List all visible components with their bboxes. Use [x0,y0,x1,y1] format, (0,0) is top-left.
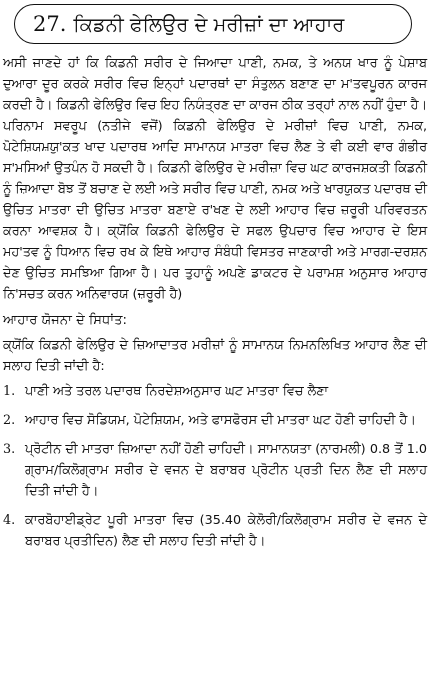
list-item-text: ਪਾਣੀ ਅਤੇ ਤਰਲ ਪਦਾਰਥ ਨਿਰਦੇਸ਼ਅਨੁਸਾਰ ਘਟ ਮਾਤਰਾ ਵਿਚ ਲੈਣਾ [25,384,329,399]
document-body [3,53,427,560]
list-item-number: 4. [3,513,16,528]
chapter-title [14,4,412,44]
chapter-title-text: ਕਿਡਨੀ ਫੇਲਿਉਰ ਦੇ ਮਰੀਜ਼ਾਂ ਦਾ ਆਹਾਰ [73,12,345,36]
list-item [3,410,427,431]
list-item-number: 3. [3,442,16,457]
list-item [3,439,427,502]
list-item-text: ਪ੍ਰੋਟੀਨ ਦੀ ਮਾਤਰਾ ਜ਼ਿਆਦਾ ਨਹੀਂ ਹੋਣੀ ਚਾਹਿਦੀ। ਸਾਮਾਨਯਤਾ (ਨਾਰਮਲੀ) 0.8 ਤੋਂ 1.0 ਗ੍ਰਾਮ/ਕਿਲੋਗ੍ਰਾਮ ਸਰੀਰ ਦੇ ਵਜਨ ਦੇ ਬਰਾਬਰ ਪ੍ਰੋਟੀਨ ਪ੍ਰਤੀ ਦਿਨ ਲੈਣ ਦੀ ਸਲਾਹ ਦਿਤੀ ਜਾਂਦੀ ਹੈ। [25,442,427,499]
principles-list [3,381,427,552]
list-item-number: 1. [3,384,16,399]
principles-heading: ਆਹਾਰ ਯੋਜਨਾ ਦੇ ਸਿਧਾਂਤ: [3,313,127,328]
list-item [3,381,427,402]
list-item [3,510,427,552]
chapter-number: 27. [33,12,67,36]
list-item-number: 2. [3,413,16,428]
principles-intro: ਕ੍ਯੋਂਕਿ ਕਿਡਨੀ ਫੇਲਿਉਰ ਦੇ ਜ਼ਿਆਦਾਤਰ ਮਰੀਜ਼ਾਂ ਨੂੰ ਸਾਮਾਨਯ ਨਿਮਨਲਿਖਿਤ ਆਹਾਰ ਲੈਣ ਦੀ ਸਲਾਹ ਦਿਤੀ ਜਾਂਦੀ ਹੈ: [3,338,427,374]
list-item-text: ਕਾਰਬੋਹਾਈਡ੍ਰੇਟ ਪੂਰੀ ਮਾਤਰਾ ਵਿਚ (35.40 ਕੇਲੋਰੀ/ਕਿਲੋਗ੍ਰਾਮ ਸਰੀਰ ਦੇ ਵਜਨ ਦੇ ਬਰਾਬਰ ਪ੍ਰਤੀਦਿਨ) ਲੈਣ ਦੀ ਸਲਾਹ ਦਿਤੀ ਜਾਂਦੀ ਹੈ। [25,513,427,549]
list-item-text: ਆਹਾਰ ਵਿਚ ਸੋਡਿਯਮ, ਪੋਟੇਸ਼ਿਯਮ, ਅਤੇ ਫਾਸਫੋਰਸ ਦੀ ਮਾਤਰਾ ਘਟ ਹੋਣੀ ਚਾਹਿਦੀ ਹੈ। [25,413,416,428]
intro-paragraph: ਅਸੀ ਜਾਣਦੇ ਹਾਂ ਕਿ ਕਿਡਨੀ ਸਰੀਰ ਦੇ ਜਿਆਦਾ ਪਾਣੀ, ਨਮਕ, ਤੇ ਅਨਯ ਖਾਰ ਨੂੰ ਪੇਸ਼ਾਬ ਦੁਆਰਾ ਦੂਰ ਕਰਕੇ ਸਰੀਰ ਵਿਚ ਇਨ੍ਹਾਂ ਪਦਾਰਥਾਂ ਦਾ ਸੰਤੁਲਨ ਬਣਾਣ ਦਾ ਮ'ਤਵਪੂਰਨ ਕਾਰਜ ਕਰਦੀ ਹੈ। ਕਿਡਨੀ ਫੇਲਿਉਰ ਵਿਚ ਇਹ ਨਿਯੰਤ੍ਰਣ ਦਾ ਕਾਰਜ ਠੀਕ ਤਰ੍ਹਾਂ ਨਾਲ ਨਹੀਂ ਹੁੰਦਾ ਹੈ। ਪਰਿਨਾਮ ਸਵਰੂਪ (ਨਤੀਜੇ ਵਜੋਂ) ਕਿਡਨੀ ਫੇਲਿਉਰ ਦੇ ਮਰੀਜ਼ਾਂ ਵਿਚ ਪਾਣੀ, ਨਮਕ, ਪੋਟੇਸ਼ਿਯਮ਼ਯੁ'ਕਤ ਖਾਦ ਪਦਾਰਥ ਆਦਿ ਸਾਮਾਨਯ ਮਾਤਰਾ ਵਿਚ ਲੈਣ ਤੇ ਵੀ ਕਈ ਵਾਰ ਗੰਭੀਰ ਸ'ਮਸਿਆਂ ਉਤਪੰਨ ਹੋ ਸਕਦੀ ਹੈ। ਕਿਡਨੀ ਫੇਲਿਉਰ ਦੇ ਮਰੀਜ਼ਾ ਵਿਚ ਘਟ ਕਾਰਜਸ਼ਕਤੀ ਕਿਡਨੀ ਨੂੰ ਜ਼ਿਆਦਾ ਬੋਝ ਤੋਂ ਬਚਾਣ ਦੇ ਲਈ ਅਤੇ ਸਰੀਰ ਵਿਚ ਪਾਣੀ, ਨਮਕ ਅਤੇ ਖਾਰਯੁਕਤ ਪਦਾਰਥ ਦੀ ਉਚਿਤ ਮਾਤਰਾ ਦੀ ਉਚਿਤ ਮਾਤਰਾ ਬਣਾਏ ਰ'ਖਣ ਦੇ ਲਈ ਆਹਾਰ ਵਿਚ ਜ਼ਰੂਰੀ ਪਰਿਵਰਤਨ ਕਰਨਾ ਆਵਸ਼ਕ ਹੈ। ਕ੍ਯੋਂਕਿ ਕਿਡਨੀ ਫੇਲਿਉਰ ਦੇ ਸਫਲ ਉਪਚਾਰ ਵਿਚ ਆਹਾਰ ਦੇ ਇਸ ਮਹ'ਤਵ ਨੂੰ ਧਿਆਨ ਵਿਚ ਰਖ ਕੇ ਇਥੇ ਆਹਾਰ ਸੰਬੰਧੀ ਵਿਸਤਰ ਜਾਣਕਾਰੀ ਅਤੇ ਮਾਰਗ-ਦਰਸ਼ਨ ਦੇਣ ਉਚਿਤ ਸਮਝਿਆ ਗਿਆ ਹੈ। ਪਰ ਤੁਹਾਨੂੰ ਅਪਣੇ ਡਾਕਟਰ ਦੇ ਪਰਾਮਸ਼ ਅਨੁਸਾਰ ਆਹਾਰ ਨਿ'ਸਚਤ ਕਰਨ ਅਨਿਵਾਰਯ (ਜ਼ਰੂਰੀ ਹੈ) [3,56,427,302]
